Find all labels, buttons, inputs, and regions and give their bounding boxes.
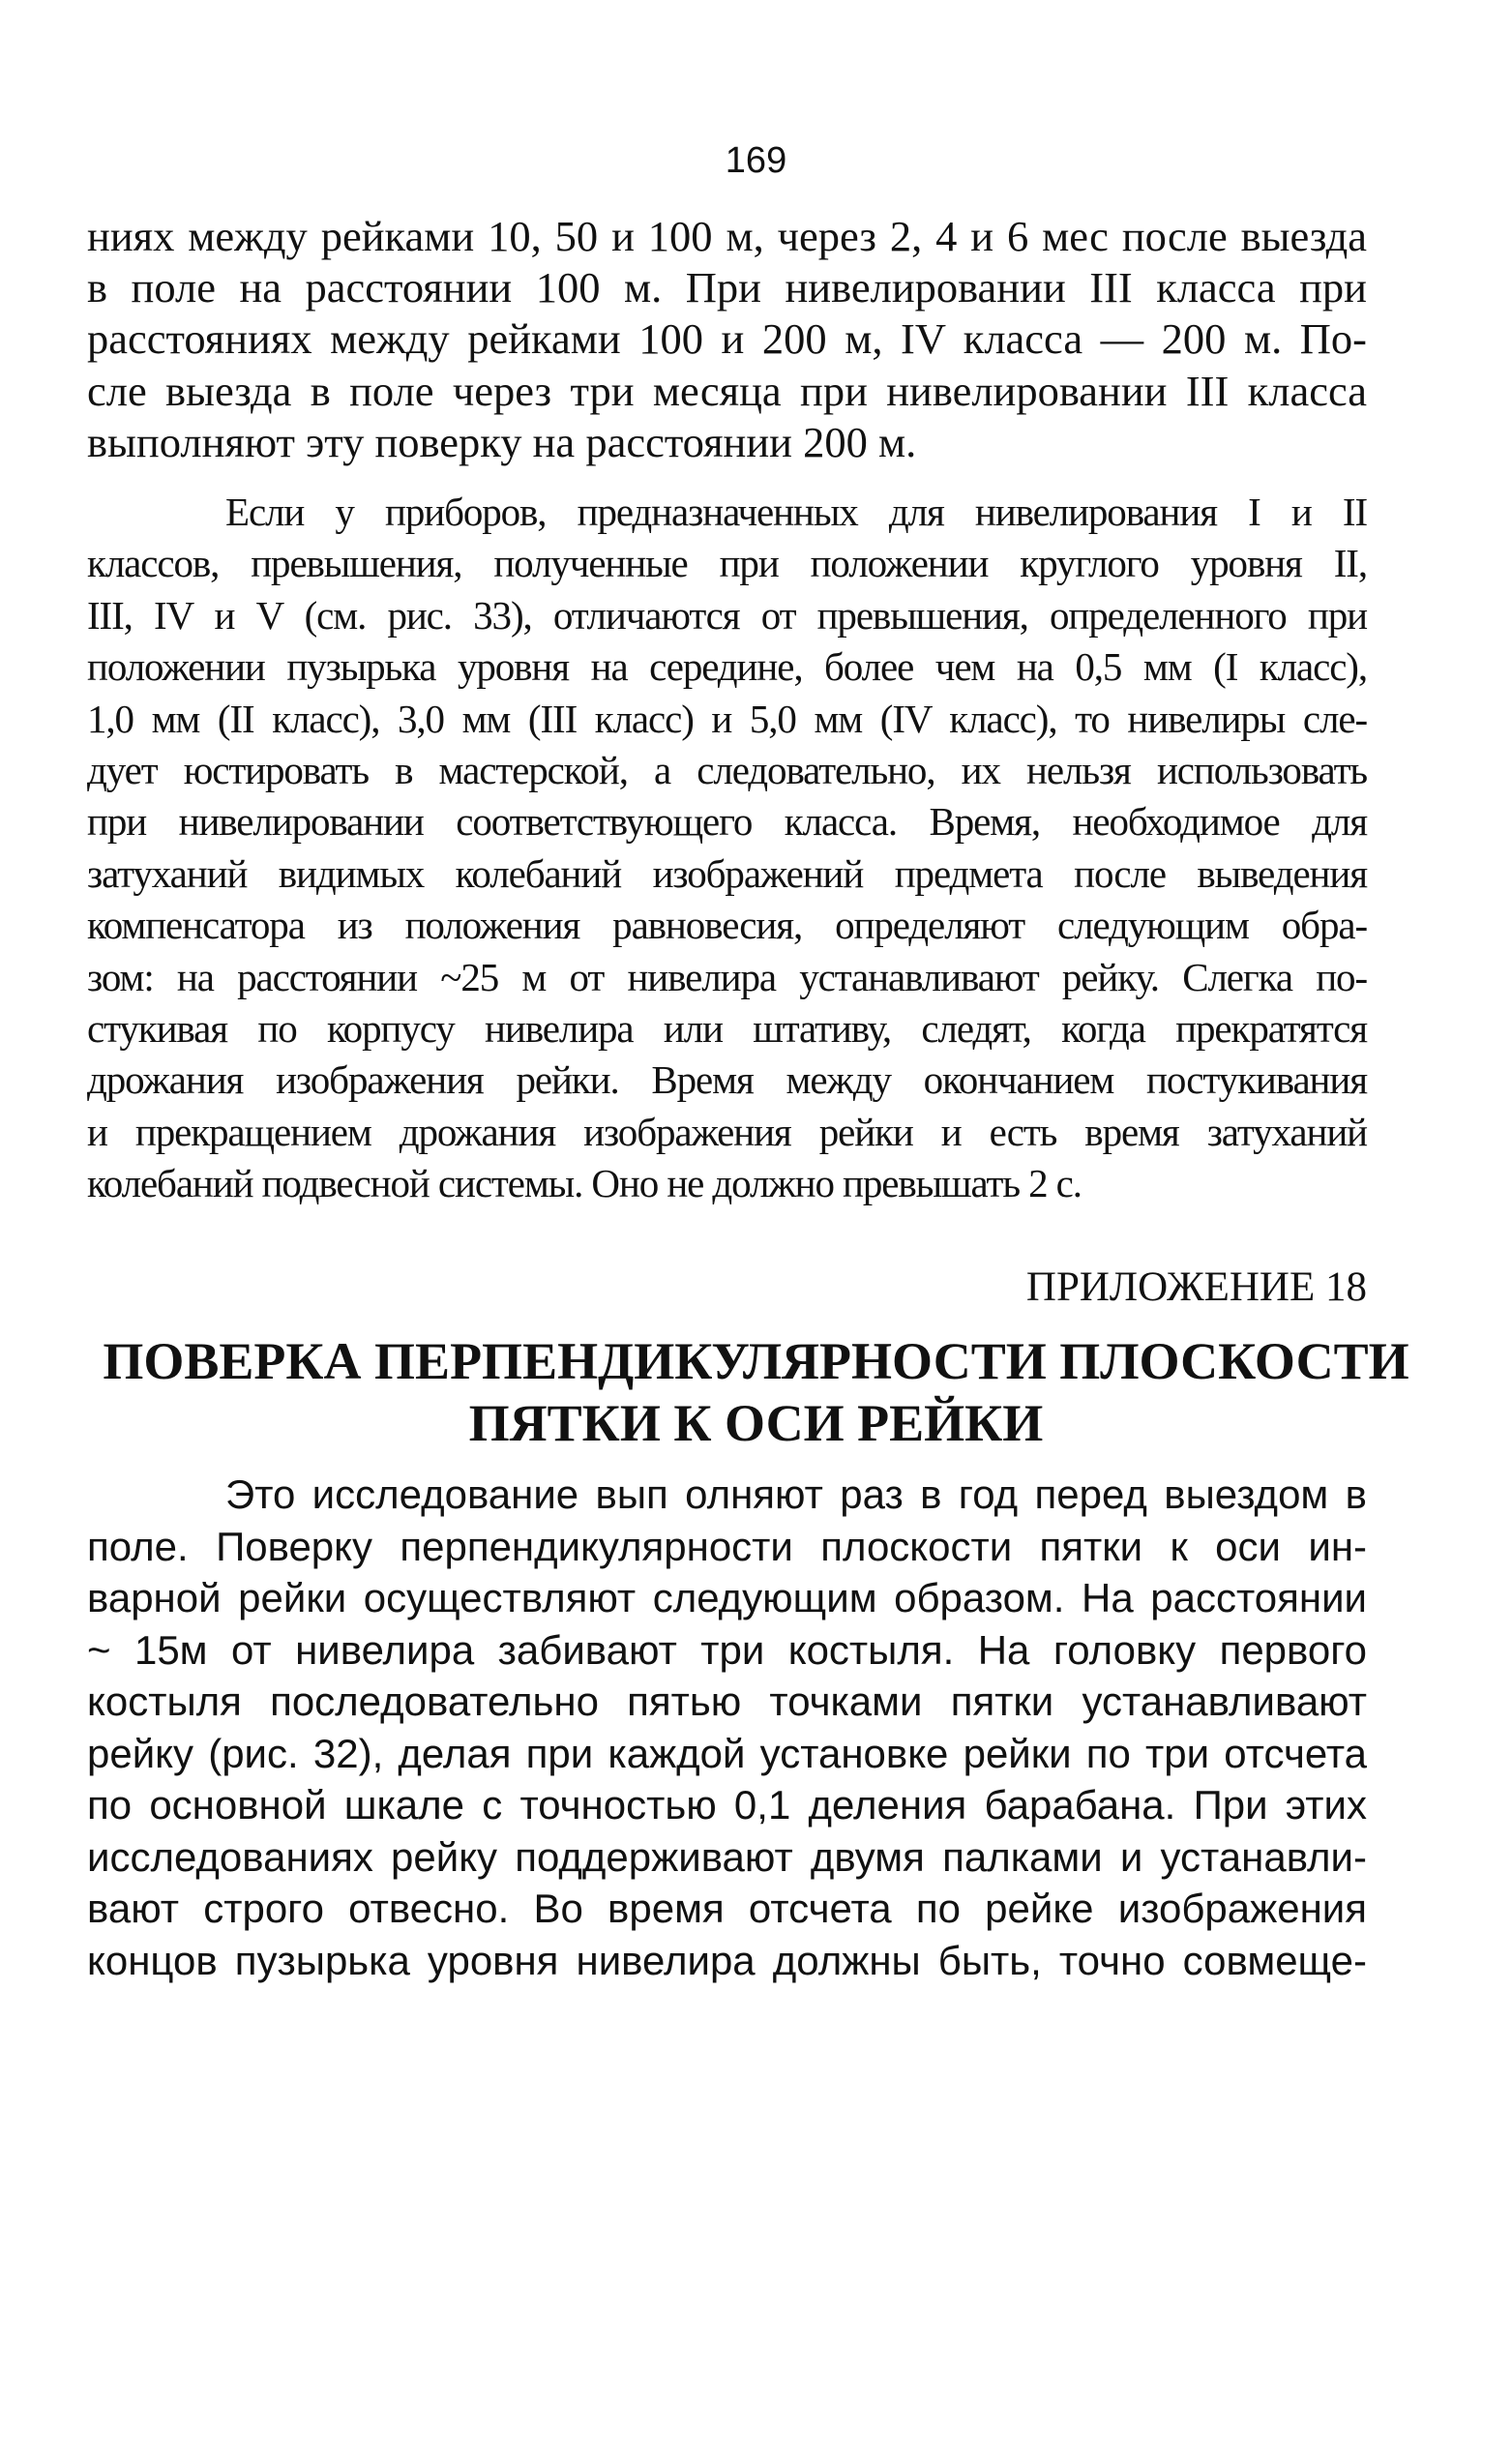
page-number: 169 xyxy=(725,140,787,181)
text-line: и прекращением дрожания изображения рейки и есть время затуханий xyxy=(87,1109,1367,1154)
text-line: Если у приборов, предназначенных для нивелирования I и II xyxy=(225,490,1367,534)
section-title xyxy=(0,1330,1512,1454)
text-line: по основной шкале с точностью 0,1 деления барабана. При этих xyxy=(87,1782,1367,1828)
section-title-line: ПЯТКИ К ОСИ РЕЙКИ xyxy=(468,1394,1044,1452)
text-line: положении пузырька уровня на середине, более чем на 0,5 мм (I класс), xyxy=(87,644,1367,690)
text-line: рейку (рис. 32), делая при каждой установке рейки по три отсчета xyxy=(87,1730,1367,1776)
text-line: колебаний подвесной системы. Оно не должно превышать 2 с. xyxy=(87,1161,1082,1206)
text-line: зом: на расстоянии ~25 м от нивелира устанавливают рейку. Слегка по- xyxy=(87,954,1367,999)
text-line: вают строго отвесно. Во время отсчета по рейке изображения xyxy=(87,1886,1367,1931)
text-line: дует юстировать в мастерской, а следовательно, их нельзя использовать xyxy=(87,748,1367,793)
paragraph-heel-check xyxy=(87,1469,1367,1986)
text-line: варной рейки осуществляют следующим образом. На расстоянии xyxy=(87,1575,1367,1620)
text-line: 1,0 мм (II класс), 3,0 мм (III класс) и 5,0 мм (IV класс), то нивелиры сле- xyxy=(87,696,1367,741)
text-line: в поле на расстоянии 100 м. При нивелировании III класса при xyxy=(87,263,1367,312)
text-line: костыля последовательно пятью точками пятки устанавливают xyxy=(87,1679,1367,1724)
text-line: стукивая по корпусу нивелира или штативу, следят, когда прекратятся xyxy=(87,1006,1367,1052)
text-line: Это исследование вып олняют раз в год перед выездом в xyxy=(225,1471,1367,1517)
text-line: сле выезда в поле через три месяца при нивелировании III класса xyxy=(87,366,1367,415)
text-line: концов пузырька уровня нивелира должны быть, точно совмеще- xyxy=(87,1937,1367,1983)
text-line: расстояниях между рейками 100 и 200 м, IV класса — 200 м. По- xyxy=(87,314,1367,364)
text-line: исследованиях рейку поддерживают двумя палками и устанавли- xyxy=(87,1833,1367,1880)
text-line: ~ 15м от нивелира забивают три костыля. На головку первого xyxy=(87,1626,1367,1673)
appendix-label: ПРИЛОЖЕНИЕ 18 xyxy=(1025,1264,1367,1310)
section-title-line: ПОВЕРКА ПЕРПЕНДИКУЛЯРНОСТИ ПЛОСКОСТИ xyxy=(103,1332,1409,1390)
text-line: затуханий видимых колебаний изображений предмета после выведения xyxy=(87,850,1367,896)
text-line: III, IV и V (см. рис. 33), отличаются от превышения, определенного при xyxy=(87,592,1367,638)
text-line: выполняют эту поверку на расстоянии 200 м. xyxy=(87,417,917,466)
paragraph-continued xyxy=(87,211,1367,468)
text-line: классов, превышения, полученные при положении круглого уровня II, xyxy=(87,541,1367,586)
text-line: компенсатора из положения равновесия, определяют следующим обра- xyxy=(87,903,1367,948)
text-line: поле. Поверку перпендикулярности плоскости пятки к оси ин- xyxy=(87,1523,1367,1569)
text-line: дрожания изображения рейки. Время между окончанием постукивания xyxy=(87,1057,1367,1103)
text-line: при нивелировании соответствующего класса. Время, необходимое для xyxy=(87,799,1367,845)
text-line: ниях между рейками 10, 50 и 100 м, через 2, 4 и 6 мес после выезда xyxy=(87,212,1367,260)
paragraph-instrument-check xyxy=(87,487,1367,1210)
